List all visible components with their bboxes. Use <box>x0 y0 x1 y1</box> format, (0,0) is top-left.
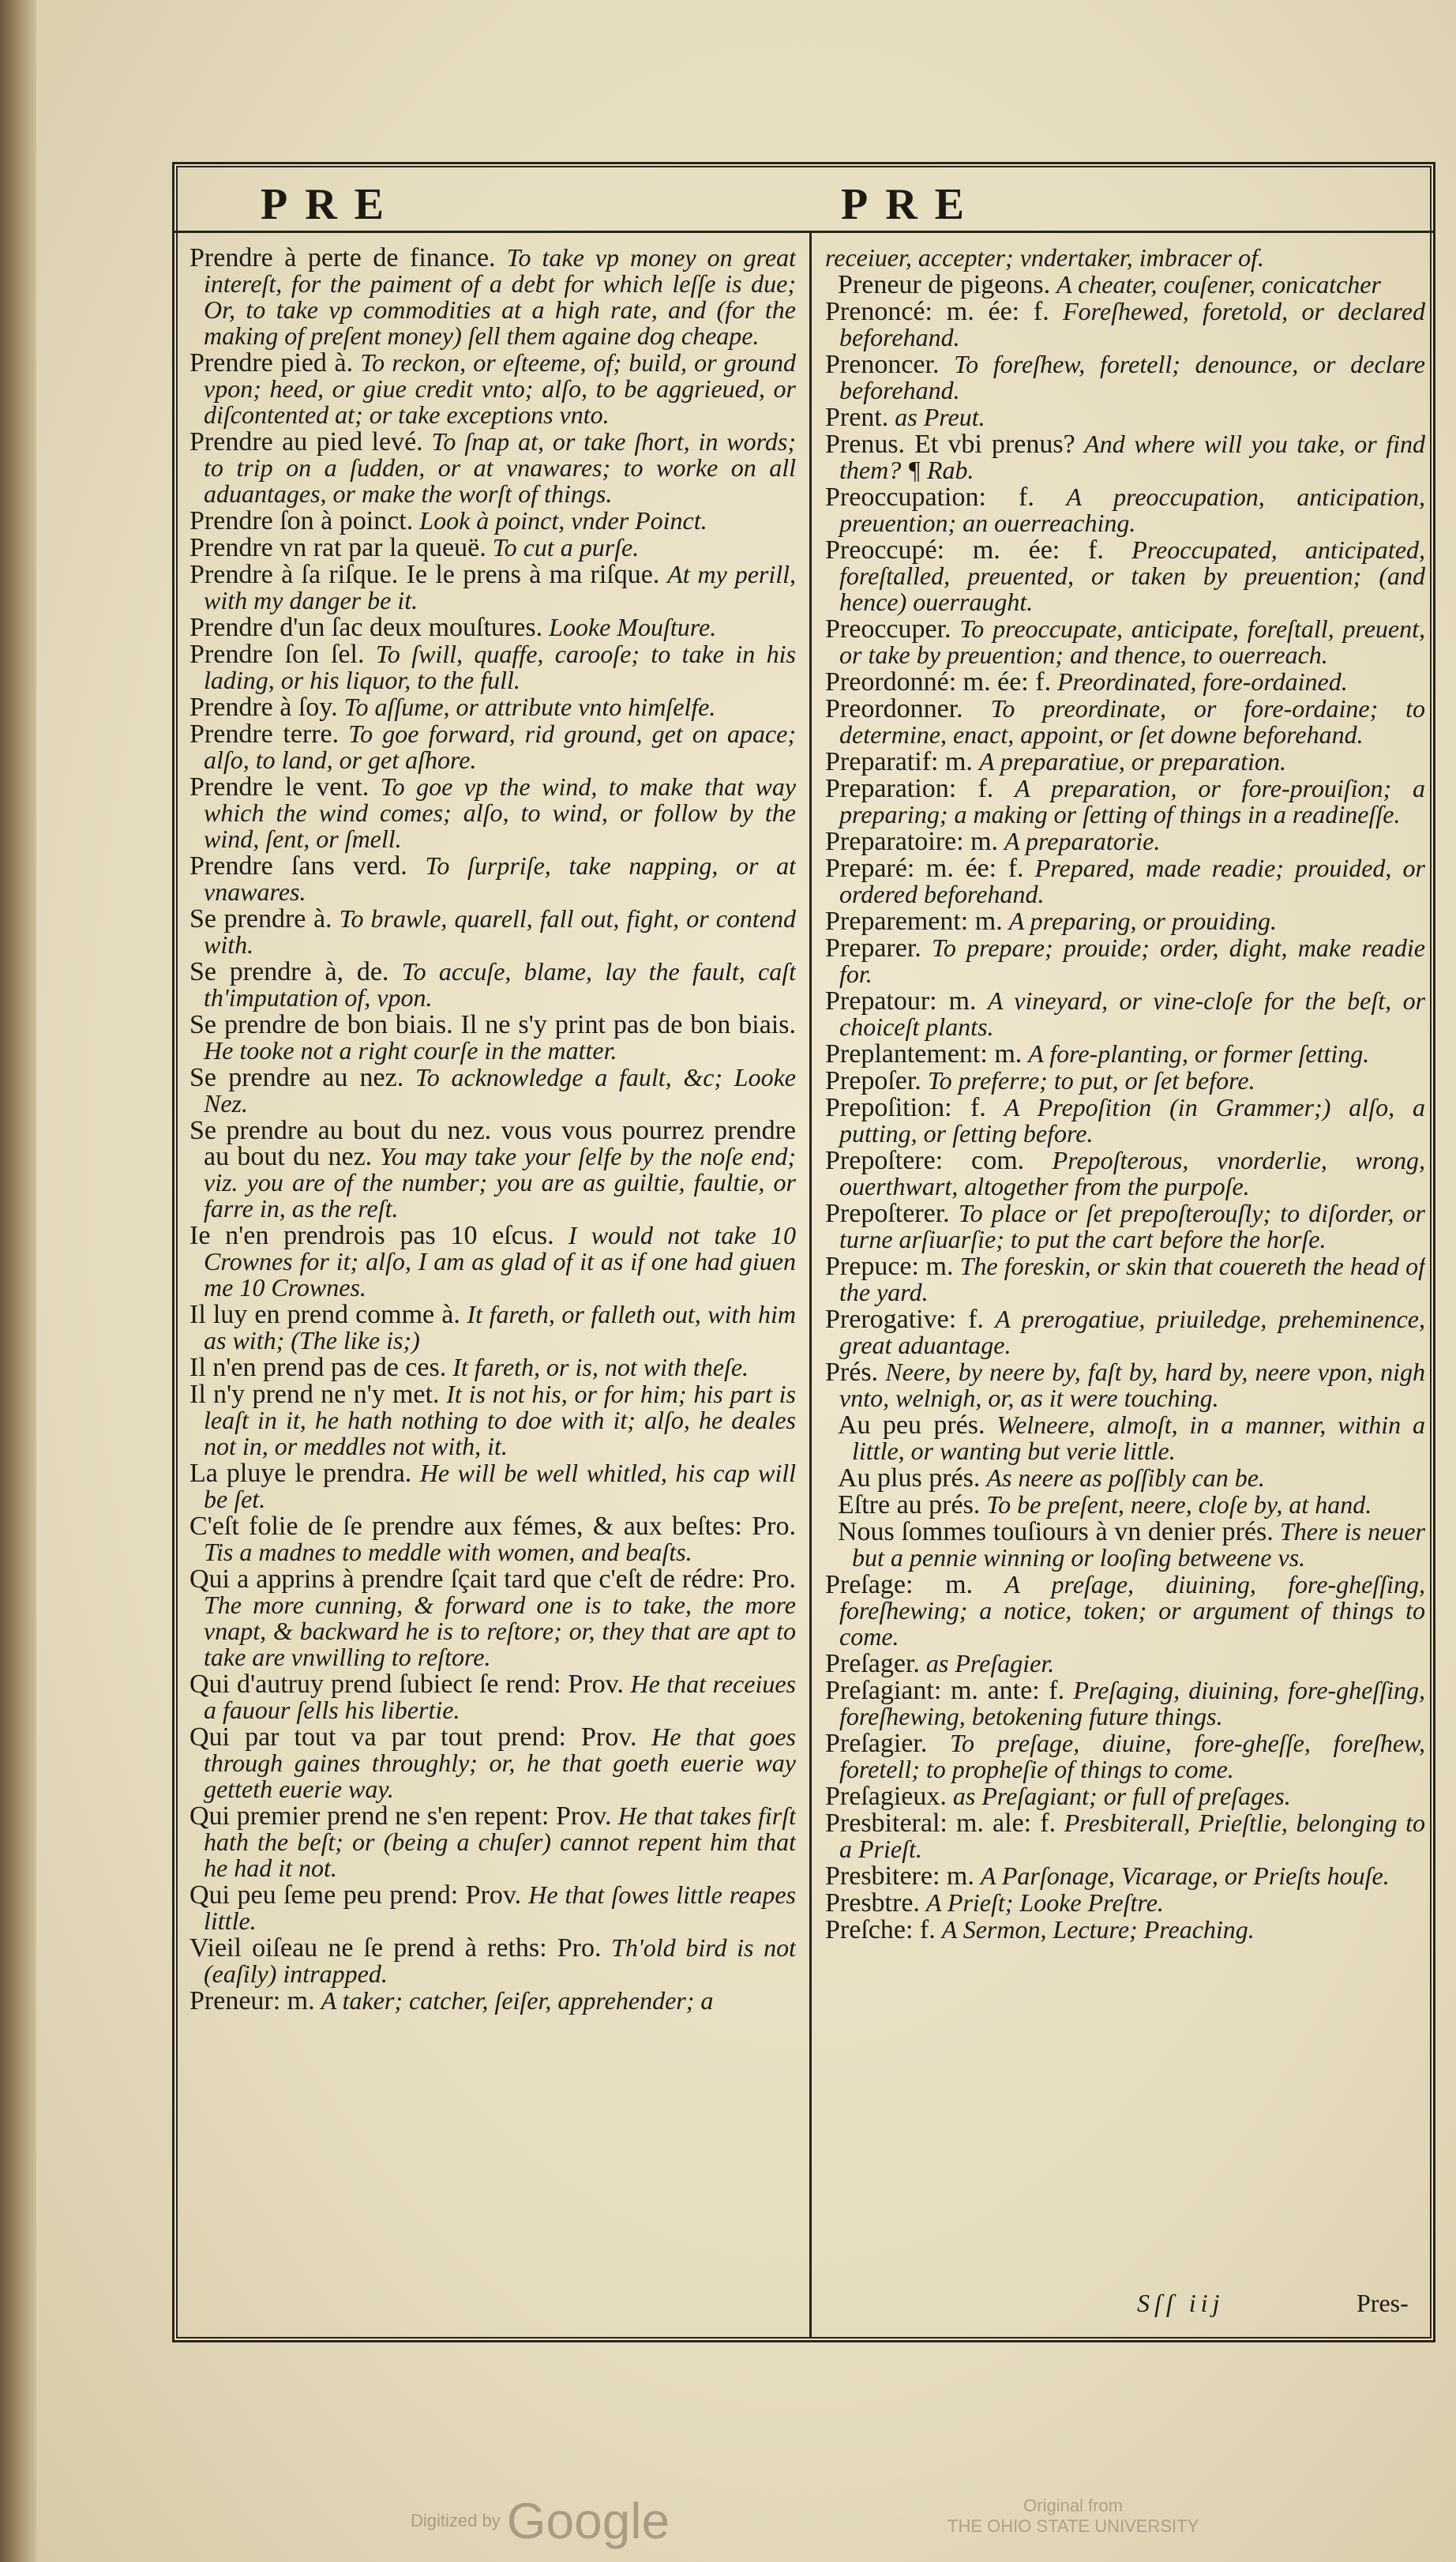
dictionary-entry <box>825 1095 1425 1147</box>
column-rule <box>809 233 812 2338</box>
entry-headword: Prenoncé: m. ée: f. <box>825 297 1049 326</box>
entry-headword: Il luy en prend comme à. <box>190 1300 460 1329</box>
dictionary-entry <box>825 1863 1425 1889</box>
entry-gloss: Looke Mouſture. <box>549 613 717 641</box>
entry-gloss: A preparatiue, or preparation. <box>978 747 1286 776</box>
entry-headword: Presbitere: m. <box>825 1861 974 1891</box>
entry-gloss: I would not take 10 Crownes for it; alſo, I am as glad of it as if one had giuen me 10 Crownes. <box>204 1221 796 1302</box>
dictionary-entry <box>825 1730 1425 1783</box>
dictionary-entry <box>825 696 1425 748</box>
entry-headword: Qui premier prend ne s'en repent: Prov. <box>190 1801 612 1831</box>
dictionary-entry <box>825 776 1425 828</box>
dictionary-entry <box>825 1572 1425 1650</box>
entry-gloss: A preparing, or prouiding. <box>1008 907 1277 935</box>
entry-headword: Prés. <box>825 1358 879 1387</box>
entry-headword: Se prendre de bon biais. Il ne s'y print pas de bon biais. <box>190 1010 796 1039</box>
dictionary-entry <box>825 749 1425 775</box>
entry-headword: Prepatour: m. <box>825 986 977 1016</box>
entry-headword: Prent. <box>825 403 889 432</box>
entry-gloss: He that takes firſt hath the beſt; or (being a chuſer) cannot repent him that he had it not. <box>204 1801 796 1882</box>
dictionary-entry <box>825 1068 1425 1094</box>
entry-gloss: To foreſhew, foretell; denounce, or declare beforehand. <box>839 350 1425 404</box>
entry-gloss: A preſage, diuining, fore-gheſſing, foreſhewing; a notice, token; or argument of things to come. <box>839 1570 1425 1651</box>
dictionary-entry <box>190 1381 796 1459</box>
dictionary-entry <box>825 1306 1425 1358</box>
entry-headword: Preoccuper. <box>825 614 951 644</box>
entry-gloss: To preordinate, or fore-ordaine; to determine, enact, appoint, or ſet downe beforehand. <box>839 694 1425 749</box>
entry-gloss: He will be well whitled, his cap will be ſet. <box>204 1459 796 1513</box>
entry-headword: Prepoſer. <box>825 1066 921 1095</box>
entry-headword: Prendre pied à. <box>190 348 354 378</box>
dictionary-entry <box>190 1935 796 1987</box>
right-column <box>825 245 1425 2330</box>
entry-gloss: To place or ſet prepoſterouſly; to diſorder, or turne arſiuarſie; to put the cart before the horſe. <box>839 1199 1425 1253</box>
entry-headword: Prenoncer. <box>825 350 940 379</box>
dictionary-entry <box>825 299 1425 351</box>
dictionary-entry <box>825 1412 1425 1464</box>
entry-gloss: Prepoſterous, vnorderlie, wrong, ouerthwart, altogether from the purpoſe. <box>839 1146 1425 1200</box>
entry-gloss: It fareth, or falleth out, with him as with; (The like is;) <box>204 1300 796 1354</box>
entry-headword: Prendre à perte de finance. <box>190 245 496 272</box>
entry-gloss: You may take your ſelfe by the noſe end; viz. you are of the number; you are as guiltie, faultie, or farre in, as the reſt. <box>204 1142 796 1223</box>
dictionary-entry <box>825 272 1425 298</box>
entry-gloss: A Prepoſition (in Grammer;) alſo, a putting, or ſetting before. <box>839 1093 1425 1148</box>
dictionary-entry <box>825 1783 1425 1809</box>
dictionary-entry <box>190 1724 796 1802</box>
entry-gloss: To reckon, or eſteeme, of; build, or ground vpon; heed, or giue credit vnto; alſo, to be aggrieued, or diſcontented at; or take exceptions vnto. <box>204 348 796 429</box>
entry-headword: Preneur: m. <box>190 1986 315 2015</box>
entry-gloss: A Sermon, Lecture; Preaching. <box>941 1915 1255 1944</box>
entry-headword: Preſage: m. <box>825 1570 974 1599</box>
dictionary-entry <box>825 1810 1425 1862</box>
entry-headword: Se prendre au nez. <box>190 1063 404 1092</box>
entry-gloss: A preparation, or fore-prouiſion; a preparing; a making or ſetting of things in a readineſſe. <box>839 774 1425 828</box>
dictionary-entry <box>825 616 1425 668</box>
dictionary-entry <box>190 1012 796 1064</box>
entry-headword: Preparatoire: m. <box>825 827 999 856</box>
entry-gloss: To goe vp the wind, to make that way which the wind comes; alſo, to wind, or follow by the wind, ſent, or ſmell. <box>204 772 796 853</box>
entry-gloss: as Preſagiant; or full of preſages. <box>952 1782 1291 1810</box>
entry-gloss: A Parſonage, Vicarage, or Prieſts houſe. <box>980 1861 1390 1890</box>
entry-headword: Prendre le vent. <box>190 772 370 802</box>
entry-gloss: Prepared, made readie; prouided, or ordered beforehand. <box>839 854 1425 908</box>
dictionary-entry <box>825 404 1425 430</box>
entry-gloss: A preoccupation, anticipation, preuention; an ouerreaching. <box>839 483 1425 537</box>
dictionary-entry <box>825 1492 1425 1518</box>
dictionary-entry <box>190 1065 796 1117</box>
dictionary-entry <box>825 1519 1425 1571</box>
dictionary-entry <box>190 1566 796 1670</box>
dictionary-entry <box>190 641 796 693</box>
entry-headword: Preparatif: m. <box>825 747 973 776</box>
digitized-label: Digitized by <box>411 2511 501 2530</box>
dictionary-entry <box>825 988 1425 1040</box>
entry-gloss: To acknowledge a fault, &c; Looke Nez. <box>204 1063 796 1118</box>
dictionary-entry <box>825 828 1425 855</box>
dictionary-entry <box>190 1671 796 1723</box>
signature-mark: Sſſ iij <box>1137 2289 1225 2317</box>
entry-headword: Preparation: f. <box>825 774 994 803</box>
entry-gloss: To aſſume, or attribute vnto himſelfe. <box>343 693 716 721</box>
dictionary-entry <box>190 614 796 640</box>
entry-gloss: To be preſent, neere, cloſe by, at hand. <box>986 1490 1372 1519</box>
entry-gloss: He tooke not a right courſe in the matter. <box>204 1036 617 1065</box>
entry-headword: Preparé: m. ée: f. <box>825 854 1024 883</box>
entry-gloss: A preparatorie. <box>1004 827 1161 855</box>
dictionary-entry <box>825 351 1425 404</box>
entry-gloss: A prerogatiue, priuiledge, preheminence, great aduantage. <box>839 1305 1425 1359</box>
entry-headword: Preparer. <box>825 934 921 963</box>
entry-headword: Preoccupé: m. ée: f. <box>825 535 1104 565</box>
entry-gloss: To preſage, diuine, fore-gheſſe, foreſhew, foretell; to propheſie of things to come. <box>839 1729 1425 1783</box>
entry-headword: Prendre au pied levé. <box>190 427 423 456</box>
entry-headword: Il n'en prend pas de ces. <box>190 1353 447 1382</box>
dictionary-entry <box>190 853 796 905</box>
entry-gloss: receiuer, accepter; vndertaker, imbracer of. <box>825 245 1264 272</box>
dictionary-entry <box>190 774 796 852</box>
entry-headword: La pluye le prendra. <box>190 1459 412 1488</box>
entry-gloss: To goe forward, rid ground, get on apace; alſo, to land, or get aſhore. <box>204 719 796 774</box>
entry-gloss: As neere as poſſibly can be. <box>986 1463 1265 1492</box>
entry-gloss: There is neuer but a pennie winning or looſing betweene vs. <box>852 1517 1425 1572</box>
source-line-1: Original from <box>1023 2496 1124 2515</box>
entry-gloss: Preſaging, diuining, fore-gheſſing, foreſhewing, betokening future things. <box>839 1676 1425 1730</box>
entry-headword: Preoccupation: f. <box>825 483 1034 512</box>
entry-gloss: Foreſhewed, foretold, or declared beforehand. <box>839 297 1425 351</box>
source-watermark <box>948 2496 1199 2537</box>
dictionary-entry <box>190 1118 796 1222</box>
dictionary-entry <box>190 350 796 428</box>
entry-headword: Presbtre. <box>825 1888 920 1918</box>
dictionary-entry <box>825 1148 1425 1200</box>
entry-headword: Ie n'en prendrois pas 10 eſcus. <box>190 1221 554 1250</box>
entry-headword: Prendre terre. <box>190 719 340 749</box>
entry-headword: Prepoſition: f. <box>825 1093 986 1122</box>
entry-gloss: It fareth, or is, not with theſe. <box>452 1353 749 1381</box>
entry-gloss: The more cunning, & forward one is to take, the more vnapt, & backward he is to reſtore; or, they that are apt to take are vnwilling to reſtore. <box>204 1591 796 1671</box>
entry-headword: Se prendre au bout du nez. vous vous pourrez prendre au bout du nez. <box>190 1116 796 1171</box>
entry-gloss: A taker; catcher, ſeiſer, apprehender; a <box>321 1986 714 2015</box>
entry-gloss: To take vp money on great intereſt, for the paiment of a debt for which leſſe is due; Or, to take vp commodities at a high rate, and (for the making of preſent money) ſell them againe dog cheape. <box>204 245 796 350</box>
entry-gloss: To cut a purſe. <box>492 533 640 562</box>
entry-gloss: To ſurpriſe, take napping, or at vnawares. <box>204 851 796 906</box>
dictionary-entry <box>825 1890 1425 1916</box>
dictionary-entry <box>825 1465 1425 1491</box>
entry-headword: Preſagier. <box>825 1729 928 1758</box>
dictionary-entry <box>190 535 796 561</box>
dictionary-entry <box>825 1651 1425 1677</box>
entry-headword: Preneur de pigeons. <box>838 270 1051 299</box>
entry-gloss: The foreskin, or skin that couereth the head of the yard. <box>839 1252 1425 1306</box>
dictionary-entry <box>190 1988 796 2014</box>
dictionary-entry <box>825 1917 1425 1943</box>
entry-gloss: as Preut. <box>895 403 985 431</box>
entry-headword: Il n'y prend ne n'y met. <box>190 1380 440 1409</box>
running-head-right: PRE <box>841 180 981 229</box>
dictionary-entry <box>190 1302 796 1354</box>
google-logo: Google <box>506 2493 670 2549</box>
entry-gloss: To preferre; to put, or ſet before. <box>927 1066 1255 1095</box>
left-column <box>190 245 796 2330</box>
entry-gloss: To accuſe, blame, lay the fault, caſt th'imputation of, vpon. <box>204 957 796 1012</box>
entry-headword: Qui peu ſeme peu prend: Prov. <box>190 1880 522 1910</box>
entry-headword: Au peu prés. <box>838 1411 985 1440</box>
entry-headword: Prendre ſon à poinct. <box>190 506 414 535</box>
dictionary-entry <box>825 855 1425 907</box>
entry-headword: Vieil oiſeau ne ſe prend à reths: Pro. <box>190 1933 602 1963</box>
dictionary-entry <box>825 669 1425 695</box>
dictionary-entry <box>190 694 796 720</box>
entry-gloss: To preoccupate, anticipate, foreſtall, preuent, or take by preuention; and thence, to ouerreach. <box>839 614 1425 669</box>
entry-headword: Qui a apprins à prendre ſçait tard que c'eſt de rédre: Pro. <box>190 1565 796 1594</box>
dictionary-entry <box>190 1223 796 1301</box>
entry-gloss: He that receiues a fauour ſells his libertie. <box>204 1670 796 1724</box>
entry-headword: Prendre à ſa riſque. Ie le prens à ma riſque. <box>190 560 660 589</box>
entry-headword: Nous ſommes touſiours à vn denier prés. <box>838 1517 1274 1546</box>
entry-headword: Prendre ſon ſel. <box>190 640 365 669</box>
entry-headword: Au plus prés. <box>838 1463 981 1493</box>
binding-gutter <box>0 0 36 2562</box>
dictionary-entry <box>190 906 796 958</box>
entry-gloss: To ſwill, quaffe, carooſe; to take in his lading, or his liquor, to the full. <box>204 640 796 694</box>
entry-gloss: Tis a madnes to meddle with women, and beaſts. <box>204 1538 692 1566</box>
entry-gloss: At my perill, with my danger be it. <box>204 560 796 614</box>
entry-gloss: Look à poinct, vnder Poinct. <box>419 506 707 535</box>
entry-gloss: And where will you take, or find them? ¶ Rab. <box>839 430 1425 484</box>
entry-headword: Qui d'autruy prend ſubiect ſe rend: Prov. <box>190 1670 624 1699</box>
entry-gloss: Preordinated, fore-ordained. <box>1057 667 1348 696</box>
entry-headword: Prendre ſans verd. <box>190 851 407 881</box>
entry-headword: Eſtre au prés. <box>838 1490 981 1520</box>
entry-headword: Preſager. <box>825 1649 920 1678</box>
entry-gloss: To prepare; prouide; order, dight, make readie for. <box>839 934 1425 988</box>
entry-headword: Se prendre à, de. <box>190 957 389 986</box>
entry-headword: Presbiteral: m. ale: f. <box>825 1809 1056 1838</box>
entry-gloss: as Preſagier. <box>925 1649 1055 1677</box>
entry-headword: Preſche: f. <box>825 1915 936 1944</box>
dictionary-entry <box>190 1882 796 1934</box>
running-head-left: PRE <box>261 180 401 229</box>
dictionary-entry <box>825 537 1425 615</box>
entry-headword: Preordonner. <box>825 694 963 723</box>
digitized-watermark <box>411 2492 670 2550</box>
dictionary-entry <box>825 1200 1425 1253</box>
dictionary-entry <box>190 429 796 507</box>
source-line-2: THE OHIO STATE UNIVERSITY <box>948 2516 1199 2536</box>
entry-headword: Preplantement: m. <box>825 1039 1023 1069</box>
entry-headword: Prendre vn rat par la queuë. <box>190 533 486 562</box>
entry-gloss: He that goes through gaines throughly; or, he that goeth euerie way getteth euerie way. <box>204 1722 796 1803</box>
entry-headword: Prerogative: f. <box>825 1305 984 1334</box>
dictionary-entry <box>825 935 1425 987</box>
entry-gloss: Presbiterall, Prieſtlie, belonging to a Prieſt. <box>839 1809 1425 1863</box>
entry-gloss: It is not his, or for him; his part is leaſt in it, he hath nothing to doe with it; alſo, he deales not in, or meddles not with, it. <box>204 1380 796 1460</box>
entry-gloss: Welneere, almoſt, in a manner, within a little, or wanting but verie little. <box>852 1411 1425 1465</box>
dictionary-entry <box>190 508 796 534</box>
dictionary-entry <box>190 721 796 773</box>
entry-gloss: A fore-planting, or former ſetting. <box>1028 1039 1370 1068</box>
dictionary-entry <box>825 908 1425 934</box>
entry-headword: Prepoſterer. <box>825 1199 950 1228</box>
dictionary-entry <box>825 1041 1425 1067</box>
entry-headword: Preſagiant: m. ante: f. <box>825 1676 1065 1705</box>
dictionary-entry <box>825 1677 1425 1730</box>
entry-gloss: A vineyard, or vine-cloſe for the beſt, or choiceſt plants. <box>839 986 1425 1041</box>
entry-headword: C'eſt folie de ſe prendre aux fémes, & aux beſtes: Pro. <box>190 1512 796 1541</box>
entry-gloss: Preoccupated, anticipated, foreſtalled, preuented, or taken by preuention; (and hence) ouerraught. <box>839 535 1425 616</box>
entry-headword: Preordonné: m. ée: f. <box>825 667 1052 697</box>
entry-headword: Preſagieux. <box>825 1782 947 1811</box>
entry-headword: Prendre à ſoy. <box>190 693 338 722</box>
entry-headword: Se prendre à. <box>190 904 332 934</box>
entry-gloss: A cheater, couſener, conicatcher <box>1056 270 1381 299</box>
dictionary-entry <box>190 959 796 1011</box>
entry-headword: Qui par tout va par tout prend: Prov. <box>190 1722 637 1752</box>
dictionary-entry <box>190 562 796 614</box>
dictionary-entry <box>825 484 1425 536</box>
entry-headword: Prendre d'un ſac deux mouſtures. <box>190 613 543 642</box>
dictionary-entry <box>825 1359 1425 1411</box>
entry-gloss: Neere, by neere by, faſt by, hard by, neere vpon, nigh vnto, welnigh, or, as it were touching. <box>839 1358 1425 1412</box>
dictionary-entry <box>190 245 796 349</box>
entry-gloss: He that ſowes little reapes little. <box>204 1880 796 1935</box>
entry-gloss: Th'old bird is not (eaſily) intrapped. <box>204 1933 796 1988</box>
entry-headword: Preparement: m. <box>825 907 1003 936</box>
entry-headword: Prepoſtere: com. <box>825 1146 1025 1175</box>
dictionary-entry <box>190 1354 796 1381</box>
entry-headword: Prepuce: m. <box>825 1252 954 1281</box>
entry-gloss: A Prieſt; Looke Preſtre. <box>925 1888 1164 1917</box>
header-rule <box>172 231 1435 233</box>
dictionary-entry <box>825 431 1425 483</box>
dictionary-entry <box>190 1803 796 1881</box>
entry-headword: Prenus. Et vbi prenus? <box>825 430 1075 459</box>
dictionary-entry <box>825 245 1425 271</box>
dictionary-entry <box>190 1513 796 1565</box>
dictionary-entry <box>825 1253 1425 1305</box>
entry-gloss: To ſnap at, or take ſhort, in words; to trip on a ſudden, or at vnawares; to worke on all aduantages, or make the worſt of things. <box>204 427 796 508</box>
dictionary-entry <box>190 1460 796 1512</box>
entry-gloss: To brawle, quarell, fall out, fight, or contend with. <box>204 904 796 959</box>
catchword: Pres- <box>1357 2289 1409 2317</box>
